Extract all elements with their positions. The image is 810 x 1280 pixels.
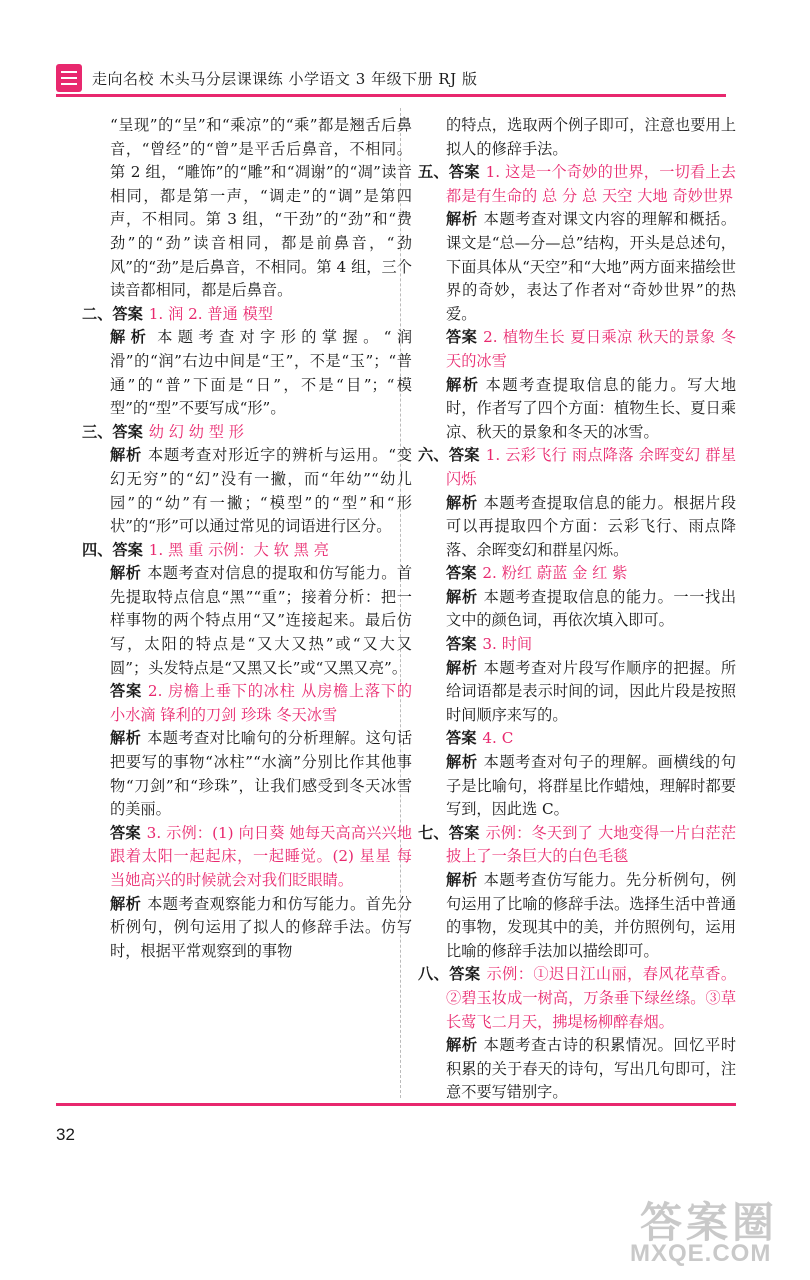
answer-label: 答案 [446, 729, 477, 748]
answer-label: 答案 [110, 823, 141, 842]
answer-text: 示例：①迟日江山丽，春风花草香。②碧玉妆成一树高，万条垂下绿丝绦。③草长莺飞二月天，拂堤杨柳醉春烟。 [446, 965, 737, 1031]
answer-label: 答案 [112, 422, 143, 441]
explanation-label: 解析 [446, 587, 478, 606]
explanation-label: 解析 [446, 658, 478, 677]
section-4-answer-3 [82, 822, 412, 893]
explanation-text: 本题考查对比喻句的分析理解。这句话把要写的事物“冰柱”“水滴”分别比作其他事物“刀剑”和“珍珠”，让我们感受到冬天冰雪的美丽。 [110, 729, 413, 819]
answer-text: 3. 示例：(1) 向日葵 她每天高高兴兴地跟着太阳一起起床，一起睡觉。(2) 星星 每当她高兴的时候就会对我们眨眼睛。 [110, 823, 412, 889]
left-column [82, 114, 412, 963]
book-logo-icon [56, 64, 82, 92]
section-6-explanation-2 [418, 586, 736, 633]
explanation-text: 本题考查提取信息的能力。一一找出文中的颜色词，再依次填入即可。 [446, 587, 736, 630]
answer-text: 2. 房檐上垂下的冰柱 从房檐上落下的小水滴 锋利的刀剑 珍珠 冬天冰雪 [110, 682, 413, 724]
answer-label: 答案 [446, 635, 477, 654]
section-7-explanation [418, 869, 736, 963]
section-5-answer-1 [418, 161, 736, 208]
section-2-explanation [82, 326, 412, 420]
answer-text: 2. 粉红 蔚蓝 金 红 紫 [482, 564, 628, 583]
explanation-text: 本题考查古诗的积累情况。回忆平时积累的关于春天的诗句，写出几句即可，注意不要写错别字。 [446, 1036, 736, 1102]
answer-text: 示例：冬天到了 大地变得一片白茫茫 披上了一条巨大的白色毛毯 [446, 823, 737, 866]
section-6-answer-1 [418, 444, 736, 491]
page-number: 32 [56, 1125, 75, 1144]
section-number: 八、 [418, 965, 450, 984]
answer-label: 答案 [448, 163, 480, 182]
page-header [56, 62, 736, 98]
explanation-label: 解析 [446, 1036, 478, 1055]
section-4-answer-1 [82, 539, 412, 563]
answer-label: 答案 [446, 564, 477, 583]
continuation-paragraph: “呈现”的“呈”和“乘凉”的“乘”都是翘舌后鼻音，“曾经”的“曾”是平舌后鼻音，不相同。第 2 组，“雕饰”的“雕”和“凋谢”的“凋”读音相同，都是第一声，“调走”的“调”是第四声，不相同。第 3 组，“干劲”的“劲”和“费劲”的“劲”读音相同，都是前鼻音，“劲风”的“劲”是后鼻音，不相同。第 4 组，三个读音都相同，都是后鼻音。 [110, 116, 412, 300]
section-6-answer-4 [418, 727, 736, 751]
explanation-text: 本题考查对信息的提取和仿写能力。首先提取特点信息“黑”“重”；接着分析：把一样事物的两个特点用“又”连接起来。最后仿写，太阳的特点是“又大又热”或“又大又圆”；头发特点是“又黑又长”或“又黑又亮”。 [110, 564, 413, 677]
answer-label: 答案 [110, 682, 142, 701]
section-number: 五、 [418, 163, 449, 182]
section-5-explanation-2 [418, 374, 736, 445]
section-6-explanation-1 [418, 492, 736, 563]
section-number: 七、 [418, 823, 449, 842]
answer-label: 答案 [446, 328, 478, 347]
explanation-label: 解析 [446, 753, 478, 772]
section-4-answer-2 [82, 680, 412, 727]
explanation-label: 解析 [446, 210, 478, 229]
answer-text: 4. C [482, 729, 514, 748]
answer-label: 答案 [112, 540, 143, 559]
footer-rule [56, 1103, 736, 1106]
header-title: 走向名校 木头马分层课课练 小学语文 3 年级下册 RJ 版 [92, 70, 478, 88]
explanation-text: 本题考查对字形的掌握。“润滑”的“润”右边中间是“王”，不是“玉”；“普通”的“普”下面是“日”，不是“目”；“模型”的“型”不要写成“形”。 [110, 328, 413, 418]
answer-text: 1. 润 2. 普通 模型 [148, 304, 273, 323]
explanation-text: 本题考查提取信息的能力。根据片段可以再提取四个方面：云彩飞行、雨点降落、余晖变幻和群星闪烁。 [446, 493, 736, 559]
explanation-label: 解析 [110, 894, 142, 913]
section-5-answer-2 [418, 326, 736, 373]
section-4-explanation-2 [82, 727, 412, 821]
section-6-explanation-3 [418, 657, 736, 728]
answer-text: 1. 黑 重 示例：大 软 黑 亮 [148, 540, 329, 559]
continuation-paragraph: 的特点，选取两个例子即可，注意也要用上拟人的修辞手法。 [446, 116, 736, 158]
answer-text: 3. 时间 [482, 635, 533, 654]
section-7-answer [418, 822, 736, 869]
answer-label: 答案 [112, 304, 143, 323]
answer-label: 答案 [449, 965, 481, 984]
section-number: 四、 [82, 540, 113, 559]
section-8-answer [418, 963, 736, 1034]
answer-text: 1. 云彩飞行 雨点降落 余晖变幻 群星闪烁 [446, 446, 737, 488]
section-4-explanation-1 [82, 562, 412, 680]
section-2-answer [82, 303, 412, 327]
section-number: 二、 [82, 304, 113, 323]
answer-label: 答案 [448, 446, 480, 465]
answer-text: 幼 幻 幼 型 形 [148, 422, 244, 441]
watermark-line-2: MXQE.COM [630, 1240, 772, 1267]
section-4-explanation-3 [82, 893, 412, 964]
explanation-text: 本题考查对课文内容的理解和概括。课文是“总—分—总”结构，开头是总述句，下面具体从“天空”和“大地”两方面来描绘世界的奇妙，表达了作者对“奇妙世界”的热爱。 [446, 210, 736, 323]
explanation-text: 本题考查对片段写作顺序的把握。所给词语都是表示时间的词，因此片段是按照时间顺序来写的。 [446, 658, 736, 724]
answer-text: 2. 植物生长 夏日乘凉 秋天的景象 冬天的冰雪 [446, 328, 736, 370]
section-6-explanation-4 [418, 751, 736, 822]
section-3-answer [82, 421, 412, 445]
section-3-explanation [82, 444, 412, 538]
explanation-label: 解析 [110, 446, 143, 465]
explanation-text: 本题考查仿写能力。先分析例句，例句运用了比喻的修辞手法。选择生活中普通的事物，发现其中的美，并仿照例句，运用比喻的修辞手法加以描绘即可。 [446, 871, 736, 960]
explanation-text: 本题考查对句子的理解。画横线的句子是比喻句，将群星比作蜡烛，理解时都要写到，因此选 C。 [446, 753, 736, 819]
watermark [610, 1190, 800, 1270]
header-rule [56, 94, 726, 97]
section-8-explanation [418, 1034, 736, 1105]
watermark-line-1: 答案圈 [640, 1199, 779, 1246]
explanation-label: 解析 [446, 871, 478, 889]
answer-label: 答案 [448, 823, 480, 842]
section-5-explanation-1 [418, 208, 736, 326]
answer-text: 1. 这是一个奇妙的世界，一切看上去都是有生命的 总 分 总 天空 大地 奇妙世界 [446, 163, 736, 205]
explanation-label: 解析 [110, 328, 152, 347]
section-6-answer-2 [418, 562, 736, 586]
explanation-text: 本题考查观察能力和仿写能力。首先分析例句，例句运用了拟人的修辞手法。仿写时，根据平常观察到的事物 [110, 894, 413, 960]
section-6-answer-3 [418, 633, 736, 657]
section-number: 六、 [418, 446, 449, 465]
explanation-text: 本题考查对形近字的辨析与运用。“变幻无穷”的“幻”没有一撇，而“年幼”“幼儿园”的“幼”有一撇；“模型”的“型”和“形状”的“形”可以通过常见的词语进行区分。 [110, 446, 413, 536]
explanation-label: 解析 [110, 729, 142, 748]
explanation-label: 解析 [110, 564, 142, 583]
explanation-label: 解析 [446, 493, 478, 512]
explanation-label: 解析 [446, 375, 480, 394]
explanation-text: 本题考查提取信息的能力。写大地时，作者写了四个方面：植物生长、夏日乘凉、秋天的景象和冬天的冰雪。 [446, 375, 737, 441]
section-number: 三、 [82, 422, 113, 441]
right-column [418, 114, 736, 1105]
